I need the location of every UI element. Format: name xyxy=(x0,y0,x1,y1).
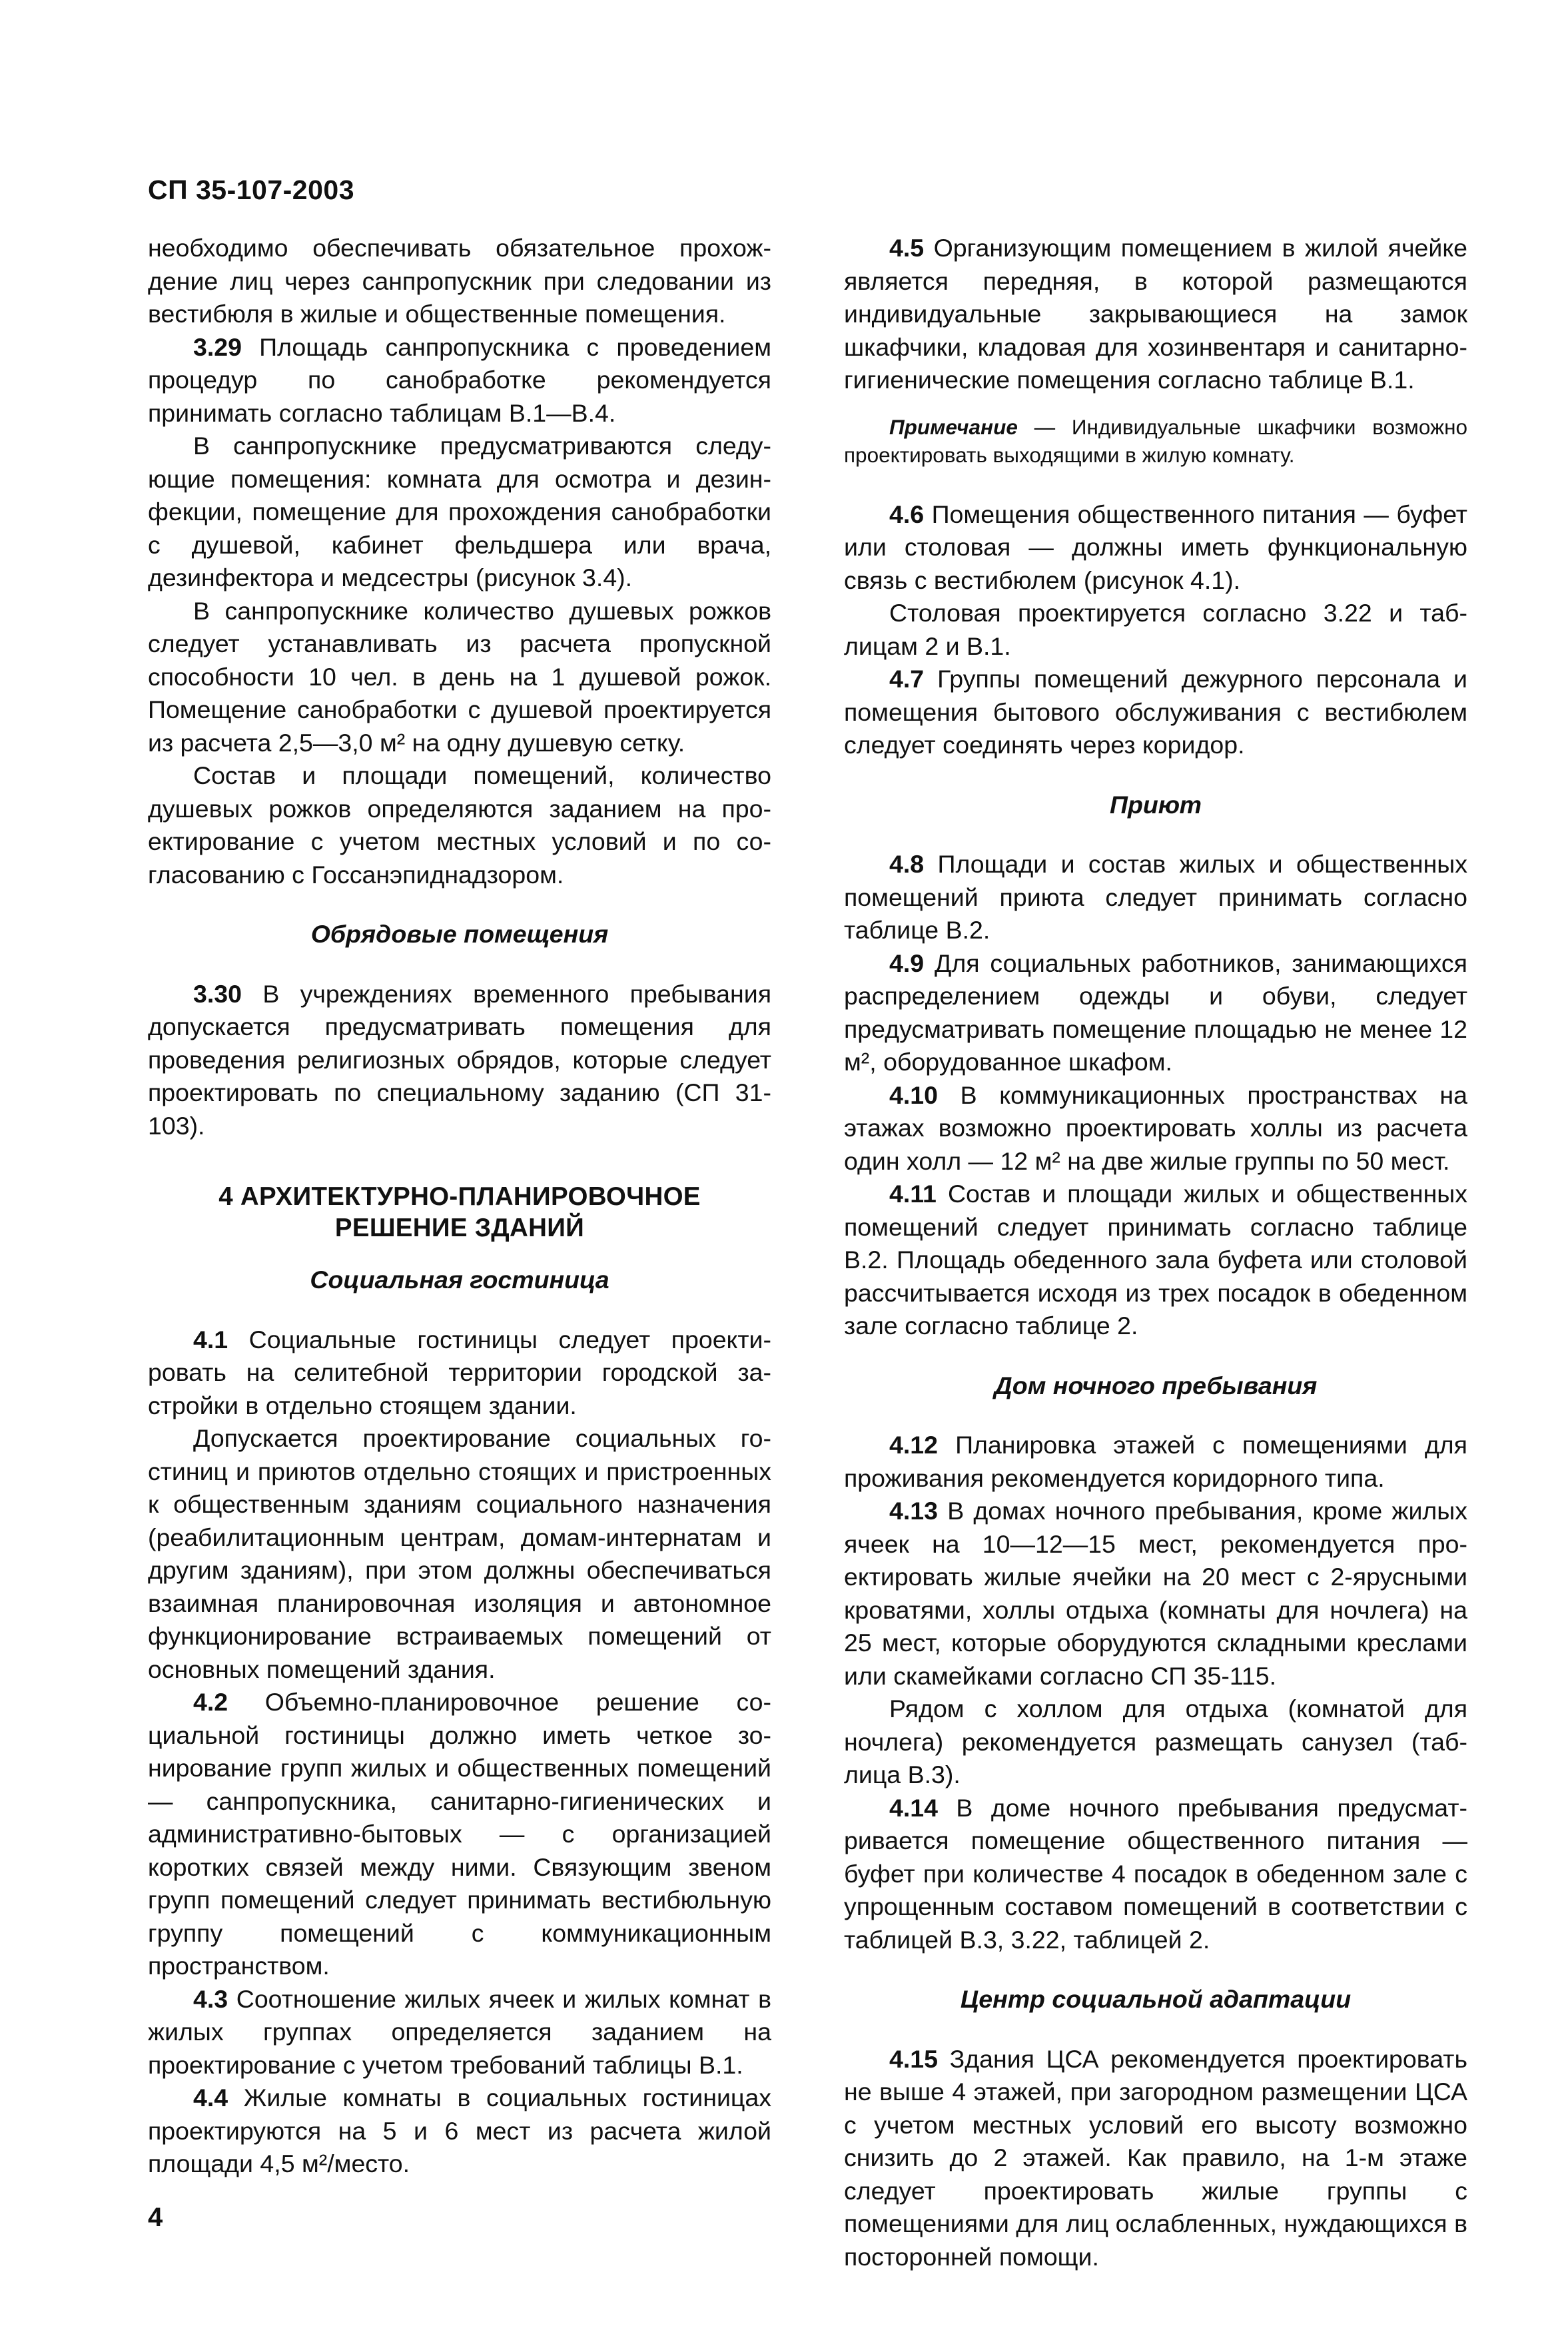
paragraph: Столовая проектируется согласно 3.22 и таблицам 2 и В.1. xyxy=(844,599,1467,660)
clause-number: 4.13 xyxy=(889,1497,938,1525)
note-label: Примечание xyxy=(889,414,1018,439)
paragraph: Состав и площади помещений, количество душевых рожков определяются заданием на проектирование с учетом местных условий и по согласованию с Госсанэпиднадзором. xyxy=(148,761,771,889)
clause-number: 4.14 xyxy=(889,1793,938,1822)
right-column xyxy=(844,232,1467,2273)
paragraph: Рядом с холлом для отдыха (комнатой для ночлега) рекомендуется размещать санузел (таблица В.3). xyxy=(844,1695,1467,1788)
paragraph-continuation: необходимо обеспечивать обязательное прохождение лиц через санпропускник при следовании из вестибюля в жилые и общественные помещения. xyxy=(148,234,771,328)
paragraph-text: Группы помещений дежурного персонала и помещения бытового обслуживания с вестибюлем следует соединять через коридор. xyxy=(844,665,1467,759)
paragraph-text: Объемно-планировочное решение социальной гостиницы должно иметь четкое зонирование групп жилых и общественных помещений — санпропускника, санитарно-гигиенических и административно-бытовых — с организацией коротких связей между ними. Связующим звеном групп помещений следует принимать вестибюльную группу помещений с коммуникационным пространством. xyxy=(148,1688,771,1980)
section-heading: Центр социальной адаптации xyxy=(960,1985,1352,2013)
clause-number: 4.11 xyxy=(889,1180,937,1208)
chapter-title-line: РЕШЕНИЕ ЗДАНИЙ xyxy=(334,1214,585,1242)
section-heading: Дом ночного пребывания xyxy=(994,1371,1318,1399)
paragraph: Допускается проектирование социальных гостиниц и приютов отдельно стоящих и пристроенных к общественным зданиям социального назначения (реабилитационным центрам, домам-интернатам и другим зданиям), при этом должны обеспечиваться взаимная планировочная изоляция и автономное функционирование встраиваемых помещений от основных помещений здания. xyxy=(148,1424,771,1683)
paragraph-text: Площадь санпропускника с проведением процедур по санобработке рекомендуется принимать согласно таблицам В.1—В.4. xyxy=(148,332,771,427)
clause-number: 4.1 xyxy=(193,1325,228,1354)
clause-number: 4.15 xyxy=(889,2044,938,2073)
paragraph-4-12 xyxy=(844,1429,1467,1495)
paragraph-text: Социальные гостиницы следует проектировать на селитебной территории городской застройки в отдельно стоящем здании. xyxy=(148,1325,771,1419)
clause-number: 4.6 xyxy=(889,500,925,528)
paragraph-text: Жилые комнаты в социальных гостиницах проектируются на 5 и 6 мест из расчета жилой площади 4,5 м²/место. xyxy=(148,2084,771,2177)
paragraph-text: Планировка этажей с помещениями для проживания рекомендуется коридорного типа. xyxy=(844,1431,1467,1492)
clause-number: 4.4 xyxy=(193,2084,228,2112)
paragraph-text: Здания ЦСА рекомендуется проектировать не выше 4 этажей, при загородном размещении ЦСА с учетом местных условий его высоту возможно снизить до 2 этажей. Как правило, на 1-м этаже следует проектировать жилые группы с помещениями для лиц ослабленных, нуждающихся в посторонней помощи. xyxy=(844,2044,1467,2271)
paragraph-text: В домах ночного пребывания, кроме жилых ячеек на 10—12—15 мест, рекомендуется проектировать жилые ячейки на 20 мест с 2-ярусными кроватями, холлы отдыха (комнаты для ночлега) на 25 мест, которые оборудуются складными креслами или скамейками согласно СП 35-115. xyxy=(844,1497,1467,1690)
page-number: 4 xyxy=(148,2203,163,2232)
paragraph: В санпропускнике предусматриваются следующие помещения: комната для осмотра и дезинфекции, помещение для прохождения санобработки с душевой, кабинет фельдшера или врача, дезинфектора и медсестры (рисунок 3.4). xyxy=(148,432,771,591)
paragraph-text: Площади и состав жилых и общественных помещений приюта следует принимать согласно таблице В.2. xyxy=(844,850,1467,944)
document-code: СП 35-107-2003 xyxy=(148,175,354,205)
clause-number: 4.9 xyxy=(889,949,925,977)
clause-number: 3.30 xyxy=(193,979,242,1008)
paragraph-4-9 xyxy=(844,947,1467,1079)
paragraph-4-2 xyxy=(148,1686,771,1983)
section-heading: Социальная гостиница xyxy=(310,1266,609,1294)
clause-number: 4.7 xyxy=(889,665,925,693)
paragraph-4-5 xyxy=(844,232,1467,397)
paragraph-4-13 xyxy=(844,1495,1467,1693)
paragraph-text: Соотношение жилых ячеек и жилых комнат в жилых группах определяется заданием на проектирование с учетом требований таблицы В.1. xyxy=(148,1984,771,2079)
chapter-title-line: 4 АРХИТЕКТУРНО-ПЛАНИРОВОЧНОЕ xyxy=(218,1182,701,1211)
clause-number: 3.29 xyxy=(193,332,242,361)
paragraph: В санпропускнике количество душевых рожков следует устанавливать из расчета пропускной способности 10 чел. в день на 1 душевой рожок. Помещение санобработки с душевой проектируется из расчета 2,5—3,0 м² на одну душевую сетку. xyxy=(148,596,771,757)
paragraph-text: Организующим помещением в жилой ячейке является передняя, в которой размещаются индивидуальные закрывающиеся на замок шкафчики, кладовая для хозинвентаря и санитарно-гигиенические помещения согласно таблице В.1. xyxy=(844,234,1467,394)
paragraph-text: Помещения общественного питания — буфет или столовая — должны иметь функциональную связь с вестибюлем (рисунок 4.1). xyxy=(844,500,1467,594)
left-column xyxy=(148,232,771,2181)
paragraph-4-4 xyxy=(148,2082,771,2181)
paragraph-3-30 xyxy=(148,978,771,1143)
paragraph-4-7 xyxy=(844,663,1467,762)
paragraph-text: В коммуникационных пространствах на этажах возможно проектировать холлы из расчета один холл — 12 м² на две жилые группы по 50 мест. xyxy=(844,1080,1467,1175)
paragraph-4-6 xyxy=(844,498,1467,597)
paragraph-text: Состав и площади жилых и общественных помещений следует принимать согласно таблице В.2. Площадь обеденного зала буфета или столовой рассчитывается исходя из трех посадок в обеденном зале согласно таблице 2. xyxy=(844,1180,1467,1340)
paragraph-4-10 xyxy=(844,1079,1467,1178)
note-text: — Индивидуальные шкафчики возможно проектировать выходящими в жилую комнату. xyxy=(844,414,1467,467)
paragraph-4-14 xyxy=(844,1792,1467,1957)
clause-number: 4.10 xyxy=(889,1080,938,1109)
paragraph-4-11 xyxy=(844,1178,1467,1343)
paragraph-3-29 xyxy=(148,331,771,430)
paragraph-4-15 xyxy=(844,2043,1467,2274)
clause-number: 4.5 xyxy=(889,234,925,262)
chapter-title xyxy=(148,1181,771,1244)
paragraph-4-3 xyxy=(148,1983,771,2082)
clause-number: 4.12 xyxy=(889,1431,938,1459)
clause-number: 4.3 xyxy=(193,1984,228,2013)
note xyxy=(844,413,1467,469)
section-heading: Приют xyxy=(1109,790,1202,819)
paragraph-4-1 xyxy=(148,1324,771,1423)
paragraph-text: Для социальных работников, занимающихся распределением одежды и обуви, следует предусматривать помещение площадью не менее 12 м², оборудованное шкафом. xyxy=(844,949,1467,1076)
clause-number: 4.2 xyxy=(193,1688,228,1716)
paragraph-text: В учреждениях временного пребывания допускается предусматривать помещения для проведения религиозных обрядов, которые следует проектировать по специальному заданию (СП 31-103). xyxy=(148,979,771,1140)
section-heading: Обрядовые помещения xyxy=(310,920,609,948)
paragraph-text: В доме ночного пребывания предусматривается помещение общественного питания — буфет при количестве 4 посадок в обеденном зале с упрощенным составом помещений в соответствии с таблицей В.3, 3.22, таблицей 2. xyxy=(844,1793,1467,1954)
clause-number: 4.8 xyxy=(889,850,925,878)
paragraph-4-8 xyxy=(844,848,1467,947)
